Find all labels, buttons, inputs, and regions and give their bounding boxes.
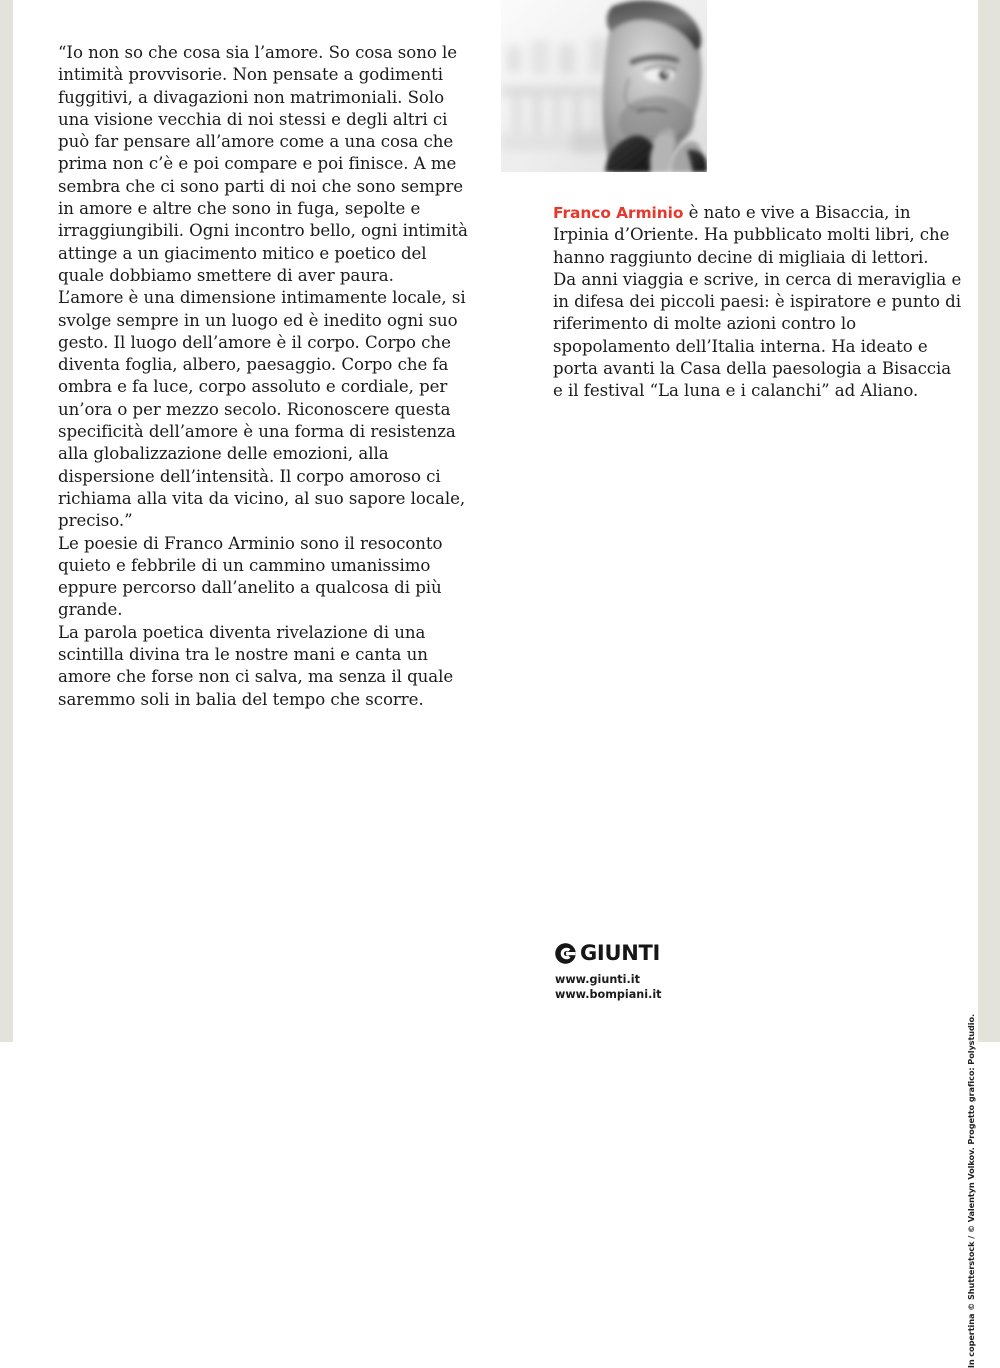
publisher-block [555, 940, 775, 1002]
blurb-paragraph-2: L’amore è una dimensione intimamente locale, si svolge sempre in un luogo ed è inedito ogni suo gesto. Il luogo dell’amore è il corpo. Corpo che diventa foglia, albero, paesaggio. Corpo che fa ombra e fa luce, corpo assoluto e cordiale, per un’ora o per mezzo secolo. Riconoscere questa specificità dell’amore è una forma di resistenza alla globalizzazione delle emozioni, alla dispersione dell’intensità. Il corpo amoroso ci richiama alla vita da vicino, al suo sapore locale, preciso.” [58, 288, 466, 531]
author-name: Franco Arminio [553, 204, 684, 222]
blurb-paragraph-4: La parola poetica diventa rivelazione di una scintilla divina tra le nostre mani e canta un amore che forse non ci salva, ma senza il quale saremmo soli in balia del tempo che scorre. [58, 622, 454, 709]
url-giunti[interactable]: www.giunti.it [555, 973, 640, 986]
url-bompiani[interactable]: www.bompiani.it [555, 987, 662, 1001]
author-biography [553, 202, 963, 403]
author-portrait-illustration [501, 0, 707, 172]
author-portrait-photo [501, 0, 707, 172]
blurb-paragraph-3: Le poesie di Franco Arminio sono il resoconto quieto e febbrile di un cammino umanissimo eppure percorso dall’anelito a qualcosa di più grande. [58, 533, 443, 620]
blurb-paragraph-1: “Io non so che cosa sia l’amore. So cosa sono le intimità provvisorie. Non pensate a godimenti fuggitivi, a divagazioni non matrimoniali. Solo una visione vecchia di noi stessi e degli altri ci può far pensare all’amore come a una cosa che prima non c’è e poi compare e poi finisce. A me sembra che ci sono parti di noi che sono sempre in amore e altre che sono in fuga, sepolte e irraggiungibili. Ogni incontro bello, ogni intimità attinge a un giacimento mitico e poetico del quale dobbiamo smettere di aver paura. [58, 43, 468, 285]
right-edge-strip [978, 0, 1000, 1042]
biography-paragraph-1 [553, 202, 963, 269]
biography-paragraph-1-text: è nato e vive a Bisaccia, in Irpinia d’Oriente. Ha pubblicato molti libri, che hanno raggiunto decine di migliaia di lettori. [553, 203, 950, 267]
left-edge-strip [0, 0, 13, 1042]
publisher-logo [555, 940, 775, 966]
publisher-name: GIUNTI [580, 940, 661, 965]
publisher-urls [555, 973, 775, 1002]
biography-paragraph-2: Da anni viaggia e scrive, in cerca di meraviglia e in difesa dei piccoli paesi: è ispiratore e punto di riferimento di molte azioni contro lo spopolamento dell’Italia interna. Ha ideato e porta avanti la Casa della paesologia a Bisaccia e il festival “La luna e i calanchi” ad Aliano. [553, 269, 962, 401]
blurb-column [58, 42, 468, 711]
giunti-circle-g-logo-icon [555, 943, 576, 964]
cover-credit-text: In copertina © Shutterstock / © Valentyn Volkov. Progetto grafico: Polystudio. [966, 1014, 976, 1368]
giunti-logo-glyph [555, 943, 576, 964]
